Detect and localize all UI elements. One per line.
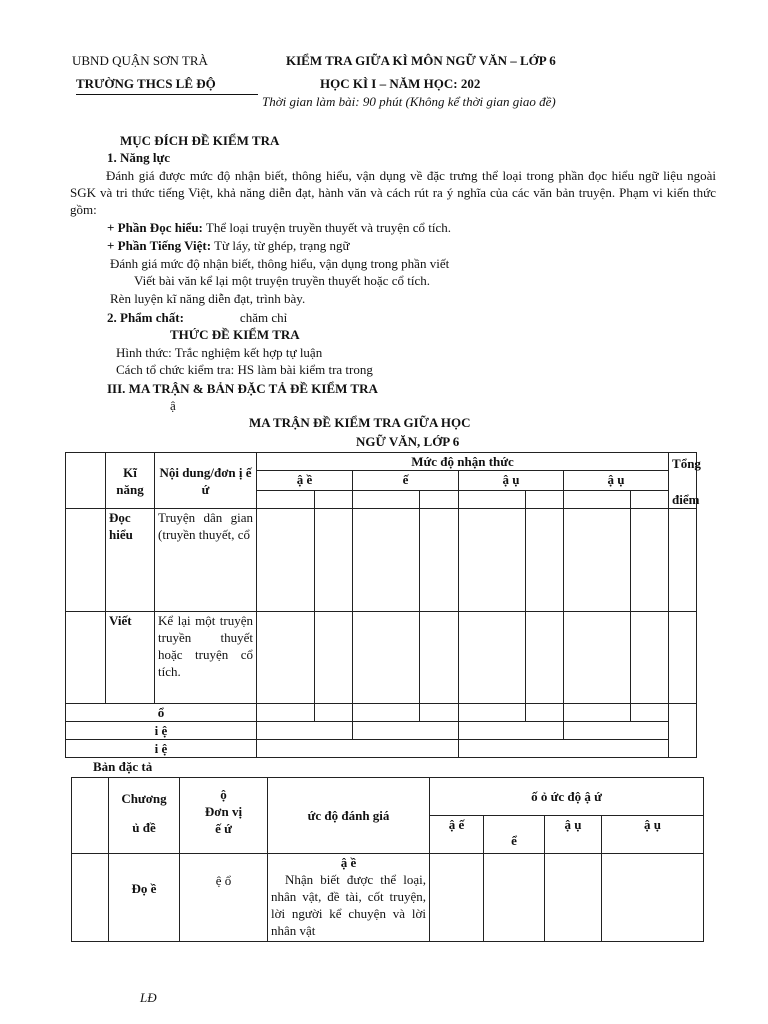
viet-label: + Phần Tiếng Việt: <box>107 238 212 253</box>
matrix-table <box>65 452 701 758</box>
spec-sub-1: ậ ế <box>430 816 484 854</box>
stray-char: ậ <box>170 398 176 413</box>
matrix-row1-skill: Đọc hiểu <box>106 509 155 612</box>
matrix-sub-4: ậ ụ <box>564 471 669 490</box>
reading-text: Thể loại truyện truyền thuyết và truyện cổ tích. <box>202 220 452 235</box>
matrix-sub-1: ậ ề <box>257 471 353 490</box>
spec-row-eval-text: Nhận biết được thể loại, nhân vật, đề tài, cốt truyện, lời người kể chuyện và lời nhân vật <box>271 872 426 938</box>
matrix-row1-content: Truyện dân gian (truyền thuyết, cổ <box>155 509 257 612</box>
ability-title: 1. Năng lực <box>107 150 171 165</box>
school-name: TRƯỜNG THCS LÊ ĐỘ <box>76 76 216 91</box>
spec-row-eval <box>268 854 430 942</box>
matrix-foot-1: ổ <box>66 704 257 722</box>
matrix-row-reading <box>66 509 697 612</box>
writing-line-1: Đánh giá mức độ nhận biết, thông hiểu, vận dụng trong phần viết <box>110 256 450 271</box>
school-underline <box>76 94 258 95</box>
spec-sub-2: ể <box>484 816 545 854</box>
matrix-foot-3: i ệ <box>66 740 257 758</box>
exam-term: HỌC KÌ I – NĂM HỌC: 202 <box>320 76 481 91</box>
footer-initials: LĐ <box>140 990 157 1005</box>
form-title: THỨC ĐỀ KIỂM TRA <box>170 327 300 342</box>
viet-text: Từ láy, từ ghép, trạng ngữ <box>211 238 350 253</box>
reading-label: + Phần Đọc hiểu: <box>107 220 203 235</box>
matrix-sub-2: ế <box>353 471 459 490</box>
matrix-row-writing <box>66 612 697 704</box>
matrix-title-1: MA TRẬN ĐỀ KIỂM TRA GIỮA HỌC <box>249 415 471 430</box>
matrix-sub-3: ậ ụ <box>459 471 564 490</box>
spec-chapter-line-1: Chương <box>121 791 167 806</box>
spec-table <box>71 777 704 942</box>
spec-sub-4: ậ ụ <box>602 816 704 854</box>
matrix-col-content: Nội dung/đơn ị ế ứ <box>155 453 257 509</box>
spec-row-chapter: Đọ ề <box>109 854 180 942</box>
writing-line-2: Viết bài văn kể lại một truyện truyền thuyết hoặc cổ tích. <box>134 273 430 288</box>
spec-row-unit: ệ ổ <box>180 854 268 942</box>
reading-scope <box>107 220 451 236</box>
matrix-foot-row-3 <box>66 740 697 758</box>
matrix-foot-row-1 <box>66 704 697 722</box>
matrix-foot-row-2 <box>66 722 697 740</box>
matrix-foot-2: i ệ <box>66 722 257 740</box>
matrix-total-line-1: Tổng <box>672 456 701 471</box>
quality-title: 2. Phẩm chất: <box>107 310 184 325</box>
matrix-row2-skill: Viết <box>106 612 155 704</box>
spec-unit-line-3: ế ứ <box>215 821 232 836</box>
spec-col-eval: ức độ đánh giá <box>268 778 430 854</box>
purpose-title: MỤC ĐÍCH ĐỀ KIỂM TRA <box>120 133 280 148</box>
matrix-col-skill: Kĩ năng <box>106 453 155 509</box>
matrix-col-total <box>669 453 701 509</box>
exam-title: KIỂM TRA GIỮA KÌ MÔN NGỮ VĂN – LỚP 6 <box>286 53 556 68</box>
spec-chapter-line-2: ủ đề <box>132 820 156 835</box>
spec-col-unit <box>180 778 268 854</box>
quality-line <box>107 310 287 326</box>
matrix-total-line-2: điểm <box>672 492 700 507</box>
viet-scope <box>107 238 350 254</box>
spec-header-row-1 <box>72 778 704 816</box>
form-line-1: Hình thức: Trắc nghiệm kết hợp tự luận <box>116 345 323 360</box>
matrix-col-level: Mức độ nhận thức <box>257 453 669 471</box>
matrix-corner-cell <box>66 453 106 509</box>
quality-text: chăm chỉ <box>239 310 288 325</box>
ability-paragraph: Đánh giá được mức độ nhận biết, thông hiểu, vận dụng về đặc trưng thể loại trong phần đọc hiểu ngữ liệu ngoài SGK và tri thức tiếng Việt, khả năng diễn đạt, hành văn và cách rút ra ý nghĩa của các văn bản truyện. Phạm vi kiến thức gồm: <box>70 168 716 217</box>
spec-unit-line-1: ộ <box>220 787 227 802</box>
exam-time-note: Thời gian làm bài: 90 phút (Không kể thời gian giao đề) <box>262 94 556 109</box>
district-name: UBND QUẬN SƠN TRÀ <box>72 53 208 68</box>
matrix-row2-content: Kể lại một truyện truyền thuyết hoặc truyện cổ tích. <box>155 612 257 704</box>
spec-col-count: ố ỏ ức độ ậ ứ <box>430 778 704 816</box>
spec-unit-line-2: Đơn vị <box>204 804 243 819</box>
matrix-section-title: III. MA TRẬN & BẢN ĐẶC TẢ ĐỀ KIỂM TRA <box>107 381 378 396</box>
spec-sub-3: ậ ụ <box>545 816 602 854</box>
matrix-title-2: NGỮ VĂN, LỚP 6 <box>356 434 460 449</box>
spec-row-reading <box>72 854 704 942</box>
writing-line-3: Rèn luyện kĩ năng diễn đạt, trình bày. <box>110 291 306 306</box>
spec-title: Bản đặc tả <box>93 759 153 774</box>
matrix-header-row-1 <box>66 453 697 471</box>
form-line-2: Cách tổ chức kiểm tra: HS làm bài kiểm tra trong <box>116 362 373 377</box>
spec-col-chapter <box>109 778 180 854</box>
spec-row-eval-head: ậ ề <box>340 855 357 870</box>
